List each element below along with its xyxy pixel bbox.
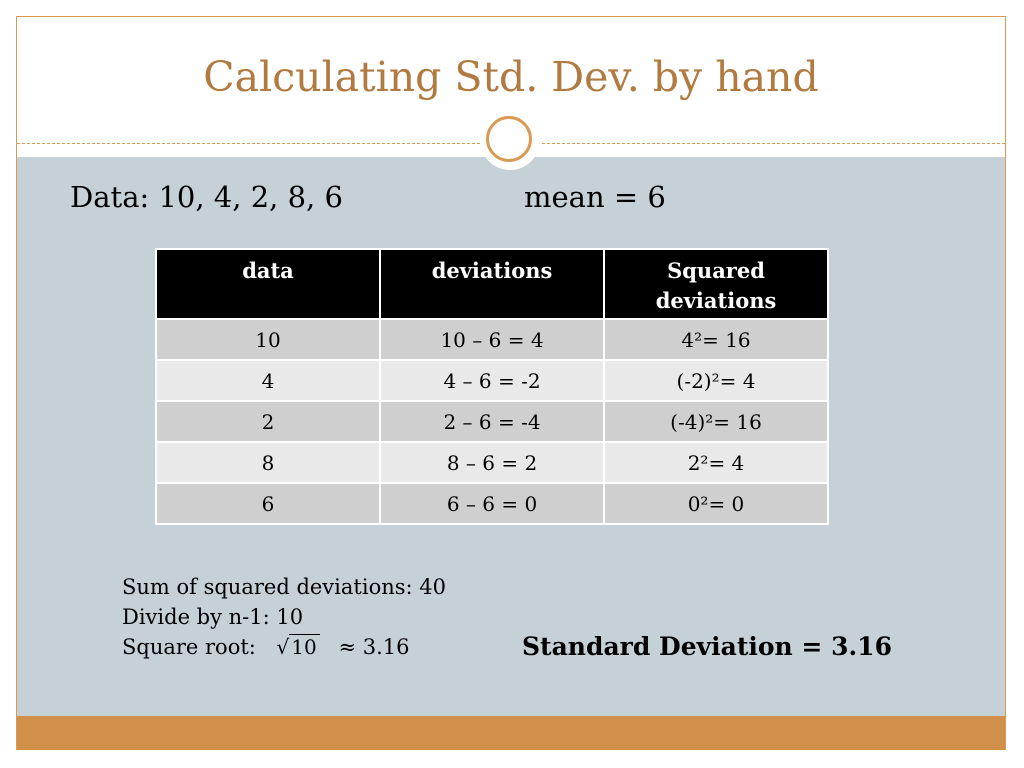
mean-value: mean = 6 <box>524 180 666 214</box>
cell-squared: (-4)²= 16 <box>604 401 828 442</box>
square-root-label: Square root: <box>122 635 256 659</box>
sqrt-result: ≈ 3.16 <box>338 635 410 659</box>
cell-deviation: 4 – 6 = -2 <box>380 360 604 401</box>
square-root-line <box>122 632 446 662</box>
table-row <box>156 319 828 360</box>
header-squared-deviations: Squared deviations <box>604 249 828 319</box>
deviation-table <box>155 248 829 525</box>
sqrt-icon: √ <box>276 635 290 659</box>
table-row <box>156 401 828 442</box>
cell-deviation: 8 – 6 = 2 <box>380 442 604 483</box>
cell-data: 2 <box>156 401 380 442</box>
divide-line: Divide by n-1: 10 <box>122 605 304 629</box>
cell-data: 8 <box>156 442 380 483</box>
data-values: Data: 10, 4, 2, 8, 6 <box>70 180 343 214</box>
cell-deviation: 2 – 6 = -4 <box>380 401 604 442</box>
header-data: data <box>156 249 380 319</box>
cell-squared: (-2)²= 4 <box>604 360 828 401</box>
cell-data: 6 <box>156 483 380 524</box>
cell-data: 4 <box>156 360 380 401</box>
cell-squared: 2²= 4 <box>604 442 828 483</box>
sum-of-squares-line: Sum of squared deviations: 40 <box>122 575 446 599</box>
cell-deviation: 10 – 6 = 4 <box>380 319 604 360</box>
table-header-row <box>156 249 828 319</box>
header-deviations: deviations <box>380 249 604 319</box>
footer-bar <box>17 716 1005 750</box>
table-row <box>156 442 828 483</box>
sqrt-expression <box>277 632 320 662</box>
cell-data: 10 <box>156 319 380 360</box>
cell-deviation: 6 – 6 = 0 <box>380 483 604 524</box>
cell-squared: 0²= 0 <box>604 483 828 524</box>
slide-title: Calculating Std. Dev. by hand <box>203 53 819 101</box>
ring-ornament-icon <box>486 116 532 162</box>
cell-squared: 4²= 16 <box>604 319 828 360</box>
sqrt-radicand: 10 <box>289 634 319 659</box>
table-row <box>156 483 828 524</box>
summary-block <box>122 572 446 662</box>
standard-deviation-result: Standard Deviation = 3.16 <box>522 632 892 661</box>
table-row <box>156 360 828 401</box>
